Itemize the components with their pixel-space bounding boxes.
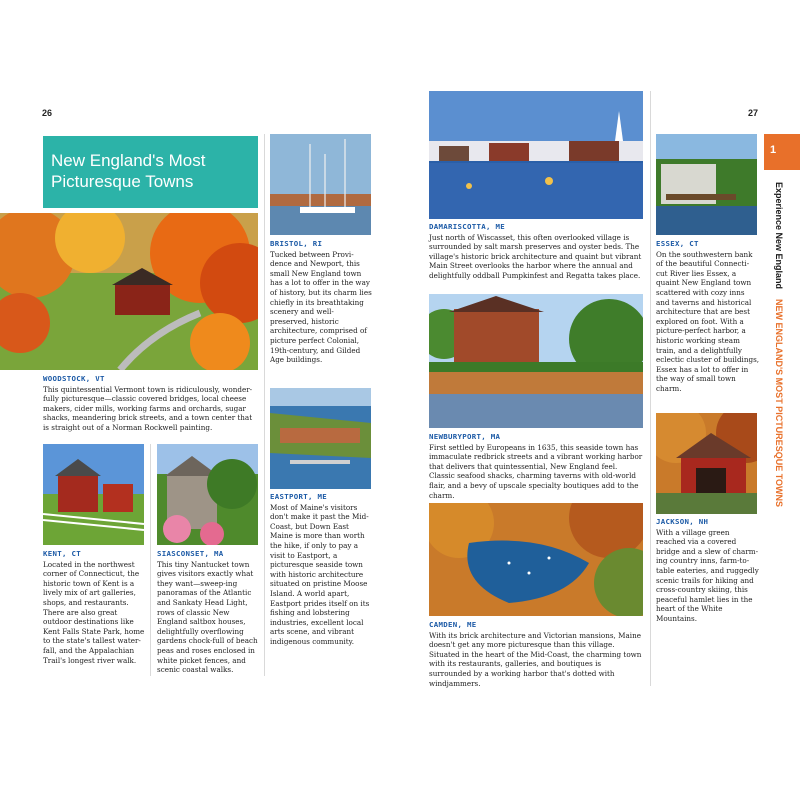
siasconset-photo	[157, 444, 258, 545]
caption-heading: DAMARISCOTTA, ME	[429, 222, 505, 231]
caption-text: Located in the northwest corner of Connecticut, the historic town of Kent is a lively mix of art galleries, shops, and restaurants. There are also great outdoor destinations like Kent Falls State Park, home to the state's tallest water-fall, and the Appalachian Trail's longest river walk.	[43, 559, 145, 665]
column-divider	[264, 134, 265, 676]
caption-text: On the southwestern bank of the beautiful Connecti-cut River lies Essex, a quaint New England town scattered with cozy inns and taverns and historical architecture that are best explored on foot. With a picture-perfect harbor, a historic working steam train, and a delightfully eclectic cluster of buildings, Essex has a lot to offer in the way of small town charm.	[656, 249, 760, 393]
chapter-title: Experience New England	[774, 182, 784, 290]
caption-heading: SIASCONSET, MA	[157, 549, 224, 558]
bristol-photo	[270, 134, 371, 235]
caption-text: This tiny Nantucket town gives visitors exactly what they want—sweep-ing panoramas of the Atlantic and Sankaty Head Light, rows of classic New England saltbox houses, delightfully overflowing gardens chock-full of beach peas and roses enclosed in white picket fences, and scenic coastal walks.	[157, 559, 258, 675]
caption-bristol	[270, 239, 372, 365]
caption-kent	[43, 549, 147, 665]
camden-photo	[429, 503, 643, 616]
caption-heading: BRISTOL, RI	[270, 239, 323, 248]
caption-heading: CAMDEN, ME	[429, 620, 477, 629]
essex-photo	[656, 134, 757, 235]
chapter-tab	[764, 134, 800, 170]
caption-heading: WOODSTOCK, VT	[43, 374, 105, 383]
jackson-photo	[656, 413, 757, 514]
column-divider	[650, 91, 651, 686]
caption-heading: KENT, CT	[43, 549, 81, 558]
caption-jackson	[656, 517, 760, 624]
caption-heading: JACKSON, NH	[656, 517, 709, 526]
title-box	[43, 136, 258, 208]
eastport-photo	[270, 388, 371, 489]
page-number-right: 27	[748, 108, 759, 118]
newburyport-photo	[429, 294, 643, 428]
kent-photo	[43, 444, 144, 545]
page-title: New England's Most Picturesque Towns	[51, 151, 206, 191]
running-header	[774, 182, 784, 507]
caption-siasconset	[157, 549, 261, 675]
caption-text: Just north of Wiscasset, this often overlooked village is surrounded by salt marsh preserves and oyster beds. The village's historic brick architecture and quaint but vibrant Main Street overlooks the harbor where the annual and delightfully oddball Pumpkinfest and Regatta takes place.	[429, 232, 642, 280]
caption-text: Tucked between Provi-dence and Newport, this small New England town has a lot to offer in the way of history, but its charm lies chiefly in its breathtaking scenery and well-preserved, historic architecture, comprised of picture perfect Colonial, 19th-century, and Gilded Age buildings.	[270, 249, 372, 365]
section-title: NEW ENGLAND'S MOST PICTURESQUE TOWNS	[774, 299, 784, 508]
caption-essex	[656, 239, 760, 394]
chapter-number: 1	[769, 144, 777, 156]
caption-heading: NEWBURYPORT, MA	[429, 432, 501, 441]
caption-woodstock	[43, 374, 255, 433]
caption-newburyport	[429, 432, 645, 500]
caption-damariscotta	[429, 222, 645, 281]
caption-text: With its brick architecture and Victorian mansions, Maine doesn't get any more picturesque than this village. Situated in the heart of the Mid-Coast, the charming town with its restaurants, galleries, and boutiques is surrounded by a working harbor that's dotted with windjammers.	[429, 630, 642, 688]
woodstock-photo	[0, 213, 258, 370]
caption-text: With a village green reached via a covered bridge and a slew of charm-ing country inns, farm-to-table eateries, and ruggedly scenic trails for hiking and cross-country skiing, this peaceful hamlet lies in the heart of the White Mountains.	[656, 527, 759, 623]
caption-camden	[429, 620, 645, 688]
caption-eastport	[270, 492, 372, 647]
caption-text: Most of Maine's visitors don't make it past the Mid-Coast, but Down East Maine is more than worth the hike, if only to pay a visit to Eastport, a picturesque seaside town with historic architecture situated on pristine Moose Island. A world apart, Eastport prides itself on its fishing and lobstering industries, excellent local arts scene, and vibrant indigenous community.	[270, 502, 370, 646]
damariscotta-photo	[429, 91, 643, 219]
column-divider	[150, 444, 151, 676]
caption-text: First settled by Europeans in 1635, this seaside town has immaculate redbrick streets and a vibrant working harbor that delivers that quintessential, New England feel. Classic seafood shacks, charming taverns with old-world flair, and a bevy of upscale specialty boutiques add to the charm.	[429, 442, 643, 500]
caption-heading: EASTPORT, ME	[270, 492, 327, 501]
caption-text: This quintessential Vermont town is ridiculously, wonder-fully picturesque—classic covered bridges, local cheese makers, cider mills, working farms and orchards, sugar shacks, meandering brick streets, and a town center that is straight out of a Norman Rockwell painting.	[43, 384, 253, 432]
page-number-left: 26	[42, 108, 53, 118]
caption-heading: ESSEX, CT	[656, 239, 699, 248]
